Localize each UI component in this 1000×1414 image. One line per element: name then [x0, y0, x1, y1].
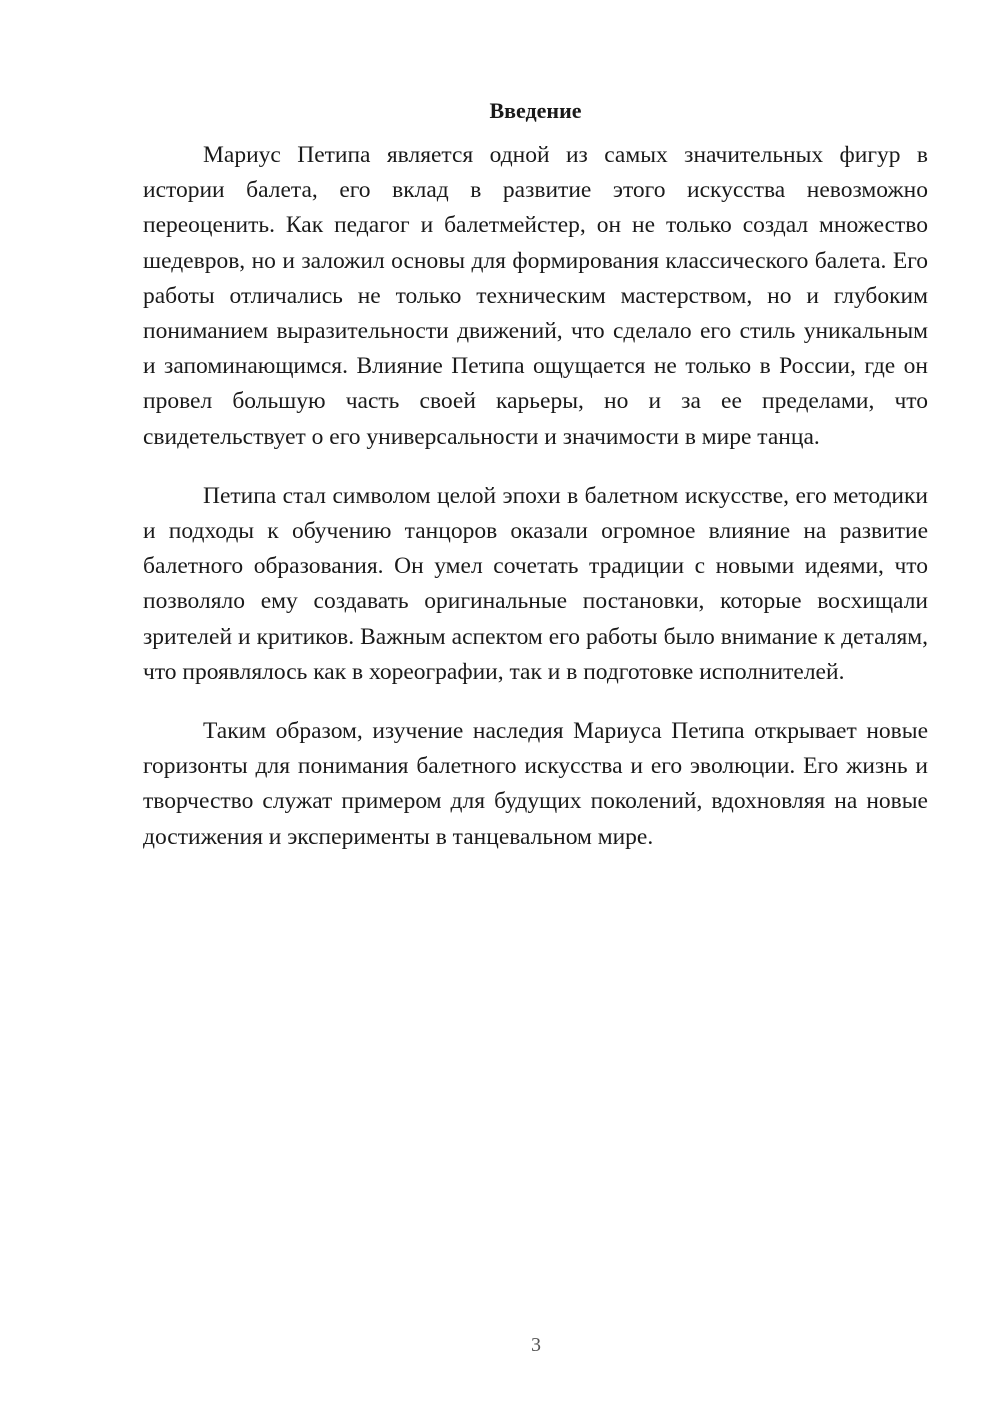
paragraph-2: Петипа стал символом целой эпохи в балетном искусстве, его методики и подходы к обучению танцоров оказали огромное влияние на развитие балетного образования. Он умел сочетать традиции с новыми идеями, что позволяло ему создавать оригинальные постановки, которые восхищали зрителей и критиков. Важным аспектом его работы было внимание к деталям, что проявлялось как в хореографии, так и в подготовке исполнителей.	[143, 482, 928, 685]
page-content	[143, 96, 928, 879]
page-number: 3	[531, 1334, 541, 1356]
paragraph-1: Мариус Петипа является одной из самых значительных фигур в истории балета, его вклад в развитие этого искусства невозможно переоценить. Как педагог и балетмейстер, он не только создал множество шедевров, но и заложил основы для формирования классического балета. Его работы отличались не только техническим мастерством, но и глубоким пониманием выразительности движений, что сделало его стиль уникальным и запоминающимся. Влияние Петипа ощущается не только в России, где он провел большую часть своей карьеры, но и за ее пределами, что свидетельствует о его универсальности и значимости в мире танца.	[143, 142, 928, 450]
section-heading: Введение	[489, 98, 582, 123]
paragraph-3: Таким образом, изучение наследия Мариуса Петипа открывает новые горизонты для понимания балетного искусства и его эволюции. Его жизнь и творчество служат примером для будущих поколений, вдохновляя на новые достижения и эксперименты в танцевальном мире.	[143, 718, 928, 850]
